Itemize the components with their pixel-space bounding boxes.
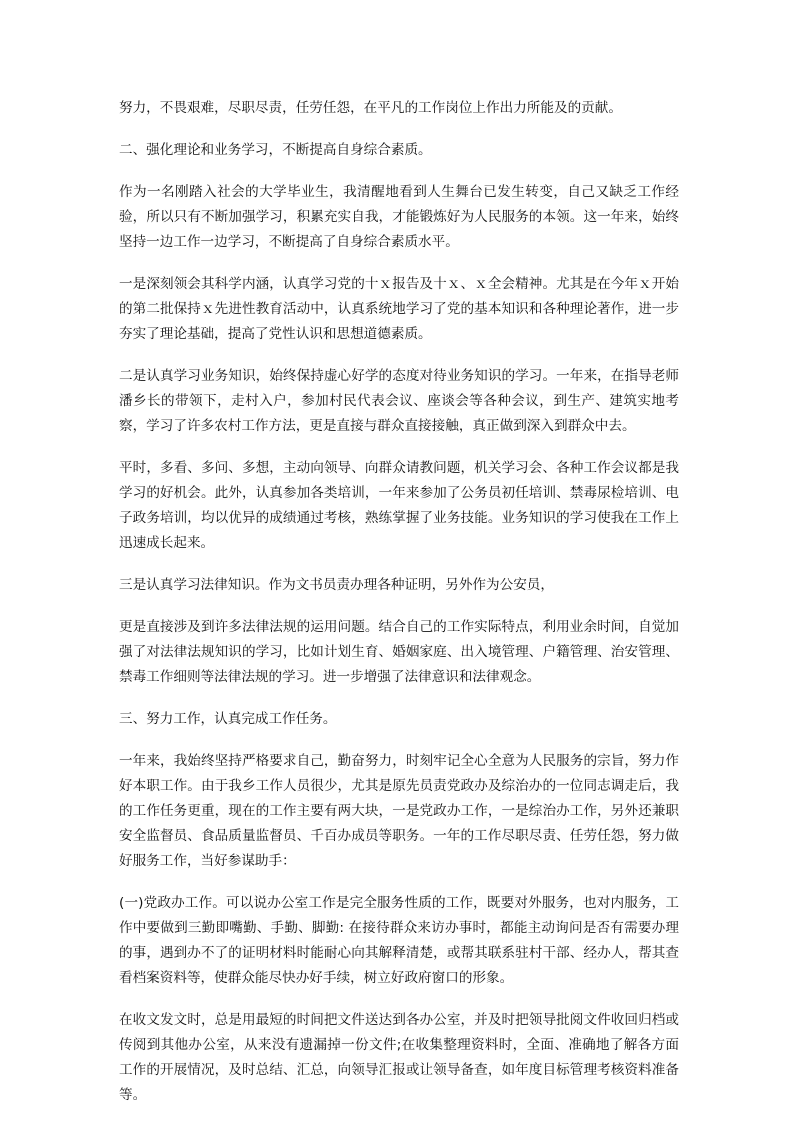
paragraph-3: 作为一名刚踏入社会的大学毕业生，我清醒地看到人生舞台已发生转变，自己又缺乏工作经验，所以只有不断加强学习，积累充实自我，才能锻炼好为人民服务的本领。这一年来，始终坚持一边工作一边学习，不断提高了自身综合素质水平。: [119, 184, 679, 250]
paragraph-11: (一)党政办工作。可以说办公室工作是完全服务性质的工作，既要对外服务，也对内服务，工作中要做到三勤即嘴勤、手勤、脚勤: 在接待群众来访办事时，都能主动询问是否有需要办理的事，遇到办不了的证明材料时能耐心向其解释清楚，或帮其联系驻村干部、经办人，帮其查看档案资料等，使群众能尽快办好手续，树立好政府窗口的形象。: [119, 895, 679, 986]
section-heading-3: 三、努力工作，认真完成工作任务。: [119, 711, 337, 727]
paragraph-10: 一年来，我始终坚持严格要求自己，勤奋努力，时刻牢记全心全意为人民服务的宗旨，努力作好本职工作。由于我乡工作人员很少，尤其是原先员责党政办及综治办的一位同志调走后，我的工作任务更重，现在的工作主要有两大块，一是党政办工作，一是综治办工作，另外还兼职安全监督员、食品质量监督员、千百办成员等职务。一年的工作尽职尽责、任劳任怨，努力做好服务工作，当好参谋助手：: [119, 753, 679, 869]
paragraph-6: 平时，多看、多问、多想，主动向领导、向群众请教问题，机关学习会、各种工作会议都是我学习的好机会。此外，认真参加各类培训，一年来参加了公务员初任培训、禁毒尿检培训、电子政务培训，均以优异的成绩通过考核，熟练掌握了业务技能。业务知识的学习使我在工作上迅速成长起来。: [119, 460, 679, 551]
paragraph-12: 在收文发文时，总是用最短的时间把文件送达到各办公室，并及时把领导批阅文件收回归档或传阅到其他办公室，从来没有遗漏掉一份文件;在收集整理资料时，全面、准确地了解各方面工作的开展情况，及时总结、汇总，向领导汇报或让领导备查，如年度目标管理考核资料准备等。: [119, 1012, 679, 1103]
document-page: [119, 96, 679, 1125]
section-heading-2: 二、强化理论和业务学习，不断提高自身综合素质。: [119, 142, 432, 158]
paragraph-8: 更是直接涉及到许多法律法规的运用问题。结合自己的工作实际特点，利用业余时间，自觉加强了对法律法规知识的学习，比如计划生育、婚姻家庭、出入境管理、户籍管理、治安管理、禁毒工作细则等法律法规的学习。进一步增强了法律意识和法律观念。: [119, 619, 679, 685]
paragraph-1: 努力，不畏艰难，尽职尽责，任劳任怨，在平凡的工作岗位上作出力所能及的贡献。: [119, 100, 622, 116]
paragraph-4: 一是深刻领会其科学内涵，认真学习党的十ｘ报告及十ｘ、ｘ全会精神。尤其是在今年ｘ开始的第二批保持ｘ先进性教育活动中，认真系统地学习了党的基本知识和各种理论著作，进一步夯实了理论基础，提高了党性认识和思想道德素质。: [119, 276, 679, 342]
paragraph-5: 二是认真学习业务知识，始终保持虚心好学的态度对待业务知识的学习。一年来，在指导老师潘乡长的带领下，走村入户，参加村民代表会议、座谈会等各种会议，到生产、建筑实地考察，学习了许多农村工作方法，更是直接与群众直接接触，真正做到深入到群众中去。: [119, 368, 679, 434]
paragraph-7: 三是认真学习法律知识。作为文书员责办理各种证明，另外作为公安员，: [119, 577, 554, 593]
